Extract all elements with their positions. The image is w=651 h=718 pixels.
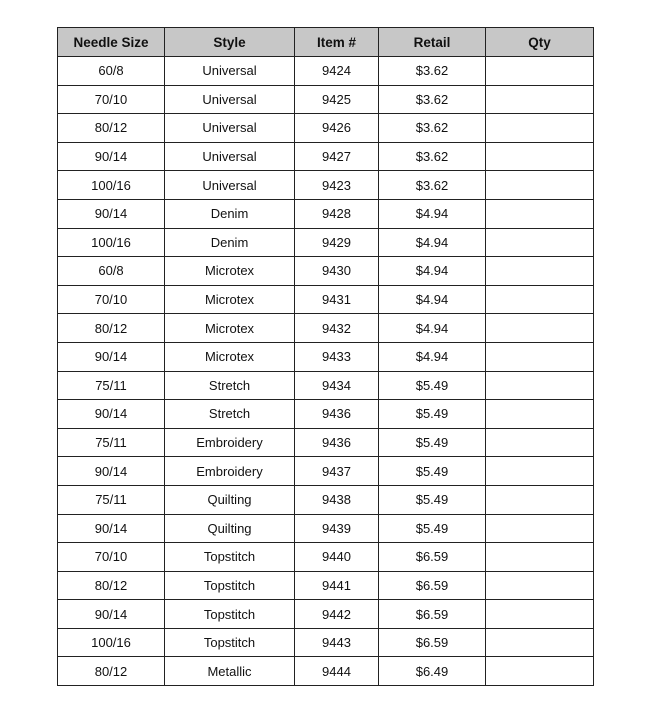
qty-cell[interactable] [486,400,594,429]
table-row [58,371,594,400]
style-cell: Microtex [165,257,295,286]
qty-cell[interactable] [486,485,594,514]
table-row [58,628,594,657]
needle-order-table [57,27,594,686]
needle-size-cell: 100/16 [58,171,165,200]
item-number-cell: 9441 [295,571,379,600]
style-cell: Topstitch [165,571,295,600]
table-header [58,28,594,57]
needle-size-cell: 80/12 [58,114,165,143]
qty-cell[interactable] [486,628,594,657]
needle-size-cell: 75/11 [58,371,165,400]
table-row [58,228,594,257]
retail-price-cell: $4.94 [379,285,486,314]
header-row [58,28,594,57]
needle-size-cell: 80/12 [58,571,165,600]
qty-cell[interactable] [486,543,594,572]
table-row [58,342,594,371]
item-number-cell: 9432 [295,314,379,343]
qty-cell[interactable] [486,657,594,686]
qty-cell[interactable] [486,428,594,457]
needle-size-cell: 100/16 [58,628,165,657]
needle-size-cell: 70/10 [58,543,165,572]
needle-size-cell: 75/11 [58,485,165,514]
needle-size-cell: 100/16 [58,228,165,257]
needle-size-cell: 90/14 [58,514,165,543]
style-cell: Microtex [165,342,295,371]
qty-cell[interactable] [486,457,594,486]
retail-price-cell: $3.62 [379,171,486,200]
table-row [58,199,594,228]
retail-price-cell: $6.59 [379,628,486,657]
style-cell: Topstitch [165,600,295,629]
qty-cell[interactable] [486,257,594,286]
needle-size-cell: 90/14 [58,342,165,371]
table-row [58,400,594,429]
retail-price-cell: $6.59 [379,571,486,600]
qty-cell[interactable] [486,600,594,629]
item-number-cell: 9443 [295,628,379,657]
item-number-cell: 9439 [295,514,379,543]
retail-price-cell: $4.94 [379,314,486,343]
retail-price-cell: $5.49 [379,400,486,429]
table-row [58,314,594,343]
item-number-cell: 9429 [295,228,379,257]
needle-size-cell: 90/14 [58,400,165,429]
table-row [58,485,594,514]
qty-cell[interactable] [486,371,594,400]
table-row [58,543,594,572]
table-row [58,257,594,286]
header-retail: Retail [379,28,486,57]
item-number-cell: 9426 [295,114,379,143]
needle-size-cell: 60/8 [58,257,165,286]
item-number-cell: 9427 [295,142,379,171]
style-cell: Metallic [165,657,295,686]
style-cell: Topstitch [165,543,295,572]
item-number-cell: 9433 [295,342,379,371]
table-row [58,657,594,686]
item-number-cell: 9436 [295,428,379,457]
item-number-cell: 9430 [295,257,379,286]
qty-cell[interactable] [486,199,594,228]
style-cell: Microtex [165,285,295,314]
item-number-cell: 9434 [295,371,379,400]
style-cell: Embroidery [165,428,295,457]
header-item-number: Item # [295,28,379,57]
qty-cell[interactable] [486,114,594,143]
qty-cell[interactable] [486,228,594,257]
style-cell: Stretch [165,371,295,400]
qty-cell[interactable] [486,57,594,86]
style-cell: Microtex [165,314,295,343]
needle-size-cell: 80/12 [58,314,165,343]
retail-price-cell: $5.49 [379,371,486,400]
style-cell: Universal [165,57,295,86]
retail-price-cell: $5.49 [379,428,486,457]
qty-cell[interactable] [486,514,594,543]
style-cell: Topstitch [165,628,295,657]
item-number-cell: 9437 [295,457,379,486]
retail-price-cell: $3.62 [379,142,486,171]
qty-cell[interactable] [486,342,594,371]
table-row [58,142,594,171]
retail-price-cell: $4.94 [379,199,486,228]
style-cell: Denim [165,199,295,228]
needle-size-cell: 90/14 [58,457,165,486]
qty-cell[interactable] [486,285,594,314]
qty-cell[interactable] [486,85,594,114]
item-number-cell: 9423 [295,171,379,200]
table-row [58,285,594,314]
table-row [58,57,594,86]
qty-cell[interactable] [486,571,594,600]
qty-cell[interactable] [486,314,594,343]
item-number-cell: 9424 [295,57,379,86]
style-cell: Universal [165,142,295,171]
retail-price-cell: $6.59 [379,600,486,629]
table-row [58,514,594,543]
needle-size-cell: 60/8 [58,57,165,86]
needle-size-cell: 90/14 [58,199,165,228]
needle-size-cell: 90/14 [58,142,165,171]
style-cell: Universal [165,171,295,200]
header-qty: Qty [486,28,594,57]
retail-price-cell: $4.94 [379,342,486,371]
table-row [58,114,594,143]
retail-price-cell: $6.49 [379,657,486,686]
retail-price-cell: $5.49 [379,457,486,486]
style-cell: Quilting [165,485,295,514]
style-cell: Stretch [165,400,295,429]
table-row [58,85,594,114]
item-number-cell: 9440 [295,543,379,572]
style-cell: Quilting [165,514,295,543]
header-style: Style [165,28,295,57]
retail-price-cell: $4.94 [379,257,486,286]
table-body [58,57,594,686]
item-number-cell: 9428 [295,199,379,228]
table-row [58,428,594,457]
needle-size-cell: 75/11 [58,428,165,457]
table-row [58,571,594,600]
table-row [58,600,594,629]
table-row [58,171,594,200]
needle-size-cell: 90/14 [58,600,165,629]
retail-price-cell: $4.94 [379,228,486,257]
style-cell: Universal [165,85,295,114]
item-number-cell: 9431 [295,285,379,314]
needle-size-cell: 80/12 [58,657,165,686]
style-cell: Embroidery [165,457,295,486]
item-number-cell: 9444 [295,657,379,686]
header-needle-size: Needle Size [58,28,165,57]
retail-price-cell: $5.49 [379,485,486,514]
qty-cell[interactable] [486,142,594,171]
retail-price-cell: $6.59 [379,543,486,572]
item-number-cell: 9438 [295,485,379,514]
item-number-cell: 9436 [295,400,379,429]
retail-price-cell: $3.62 [379,85,486,114]
qty-cell[interactable] [486,171,594,200]
item-number-cell: 9425 [295,85,379,114]
style-cell: Universal [165,114,295,143]
retail-price-cell: $3.62 [379,114,486,143]
needle-size-cell: 70/10 [58,285,165,314]
table-row [58,457,594,486]
retail-price-cell: $5.49 [379,514,486,543]
item-number-cell: 9442 [295,600,379,629]
needle-size-cell: 70/10 [58,85,165,114]
retail-price-cell: $3.62 [379,57,486,86]
style-cell: Denim [165,228,295,257]
